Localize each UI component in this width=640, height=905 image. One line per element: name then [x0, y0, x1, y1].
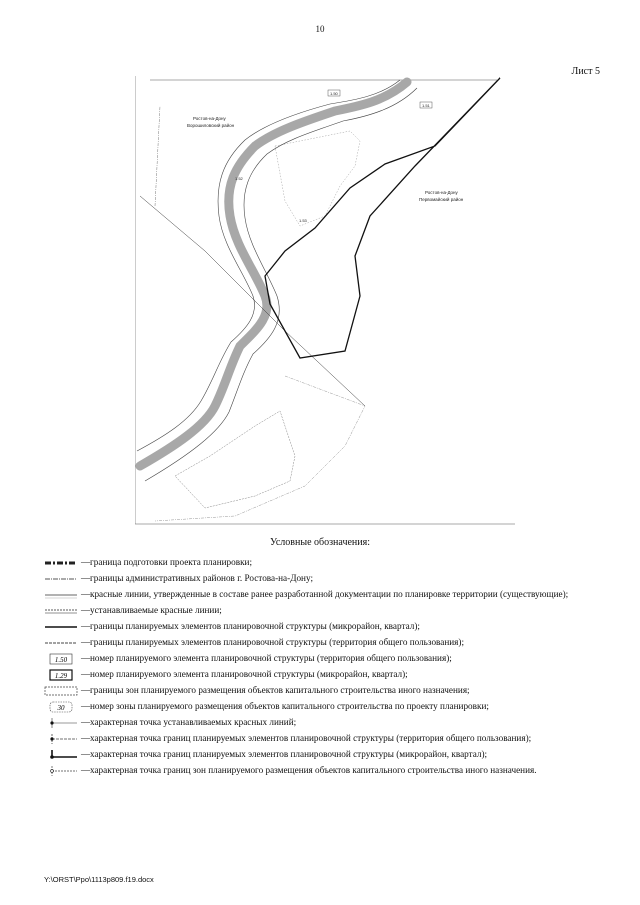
legend-text: характерная точка границ зон планируемого размещения объектов капитального строительства иного назначения. — [90, 765, 537, 775]
legend-symbol-point-zones — [44, 765, 78, 777]
legend-symbol-zone-number — [44, 701, 78, 713]
legend-item-point-public: — характерная точка границ планируемых элементов планировочной структуры (территория общего пользования); — [44, 733, 584, 745]
legend-item-point-zones: — характерная точка границ зон планируемого размещения объектов капитального строительства иного назначения. — [44, 765, 584, 777]
legend-symbol-elements-microdistrict — [44, 621, 78, 633]
district-label-1a: Ростов-на-Дону — [193, 116, 226, 121]
legend-symbol-admin-boundary — [44, 573, 78, 585]
legend-text: граница подготовки проекта планировки; — [90, 557, 253, 567]
legend-item-elements-public: — границы планируемых элементов планировочной структуры (территория общего пользования); — [44, 637, 584, 649]
zone-number-2: 1.51 — [422, 103, 430, 108]
legend-item-zone-number: 30 — номер зоны планируемого размещения объектов капитального строительства по проекту планировки; — [44, 701, 584, 713]
page-number: 10 — [315, 24, 325, 34]
legend-text: красные линии, утвержденные в составе ранее разработанной документации по планировке территории (существующие); — [90, 589, 569, 599]
legend-symbol-point-public — [44, 733, 78, 745]
legend-text: границы планируемых элементов планировочной структуры (микрорайон, квартал); — [90, 621, 420, 631]
svg-text:1.29: 1.29 — [54, 672, 68, 680]
legend-item-number-microdistrict: 1.29 — номер планируемого элемента планировочной структуры (микрорайон, квартал); — [44, 669, 584, 681]
zone-number-1: 1.50 — [330, 91, 338, 96]
legend-item-zones-boundary: — границы зон планируемого размещения объектов капитального строительства иного назначения; — [44, 685, 584, 697]
red-line-east — [145, 88, 417, 481]
legend-item-number-public: 1.50 — номер планируемого элемента планировочной структуры (территория общего пользования); — [44, 653, 584, 665]
legend-symbol-point-red-lines — [44, 717, 78, 729]
admin-boundary-2 — [155, 106, 160, 206]
legend-text: номер планируемого элемента планировочной структуры (территория общего пользования); — [90, 653, 452, 663]
legend-text: номер зоны планируемого размещения объектов капитального строительства по проекту планировки; — [90, 701, 489, 711]
legend-item-point-microdistrict: — характерная точка границ планируемых элементов планировочной структуры (микрорайон, квартал); — [44, 749, 584, 761]
planning-boundary-south — [155, 376, 365, 521]
legend-text: границы административных районов г. Ростова-на-Дону; — [90, 573, 313, 583]
legend-item-elements-microdistrict: — границы планируемых элементов планировочной структуры (микрорайон, квартал); — [44, 621, 584, 633]
legend-item-admin-boundary: — границы административных районов г. Ростова-на-Дону; — [44, 573, 584, 585]
legend-item-red-lines-existing: — красные линии, утвержденные в составе ранее разработанной документации по планировке территории (существующие); — [44, 589, 584, 601]
legend-item-point-red-lines: — характерная точка устанавливаемых красных линий; — [44, 717, 584, 729]
legend-item-red-lines-new: — устанавливаемые красные линии; — [44, 605, 584, 617]
zone-number-3: 1.52 — [235, 176, 243, 181]
legend-text: номер планируемого элемента планировочной структуры (микрорайон, квартал); — [90, 669, 408, 679]
legend-text: границы планируемых элементов планировочной структуры (территория общего пользования); — [90, 637, 465, 647]
admin-boundary-1 — [140, 196, 365, 406]
file-path-footer: Y:\ORST\Ppo\1113p809.f19.docx — [44, 875, 154, 884]
district-label-1b: Ворошиловский район — [187, 123, 235, 128]
legend-text: характерная точка границ планируемых элементов планировочной структуры (микрорайон, квартал); — [90, 749, 488, 759]
hatched-zone — [275, 131, 360, 226]
svg-text:1.50: 1.50 — [54, 656, 68, 664]
legend-symbol-red-lines-new — [44, 605, 78, 617]
legend — [44, 557, 584, 781]
legend-text: границы зон планируемого размещения объектов капитального строительства иного назначения; — [90, 685, 470, 695]
district-label-2b: Первомайский район — [419, 197, 464, 202]
legend-text: характерная точка устанавливаемых красных линий; — [90, 717, 297, 727]
legend-symbol-elements-public — [44, 637, 78, 649]
road-main — [140, 82, 407, 466]
planning-map — [135, 76, 515, 526]
zone-number-4: 1.53 — [299, 218, 307, 223]
legend-title: Условные обозначения: — [269, 537, 370, 548]
legend-item-planning-boundary: — граница подготовки проекта планировки; — [44, 557, 584, 569]
svg-text:30: 30 — [57, 704, 65, 712]
legend-symbol-number-microdistrict — [44, 669, 78, 681]
sheet-label: Лист 5 — [571, 66, 600, 77]
legend-symbol-number-public — [44, 653, 78, 665]
legend-symbol-planning-boundary — [44, 557, 78, 569]
map-drawing — [135, 76, 515, 526]
legend-symbol-point-microdistrict — [44, 749, 78, 761]
legend-symbol-zones-boundary — [44, 685, 78, 697]
legend-text: устанавливаемые красные линии; — [90, 605, 222, 615]
district-label-2a: Ростов-на-Дону — [425, 190, 458, 195]
legend-symbol-red-lines-existing — [44, 589, 78, 601]
legend-text: характерная точка границ планируемых элементов планировочной структуры (территория общего пользования); — [90, 733, 532, 743]
